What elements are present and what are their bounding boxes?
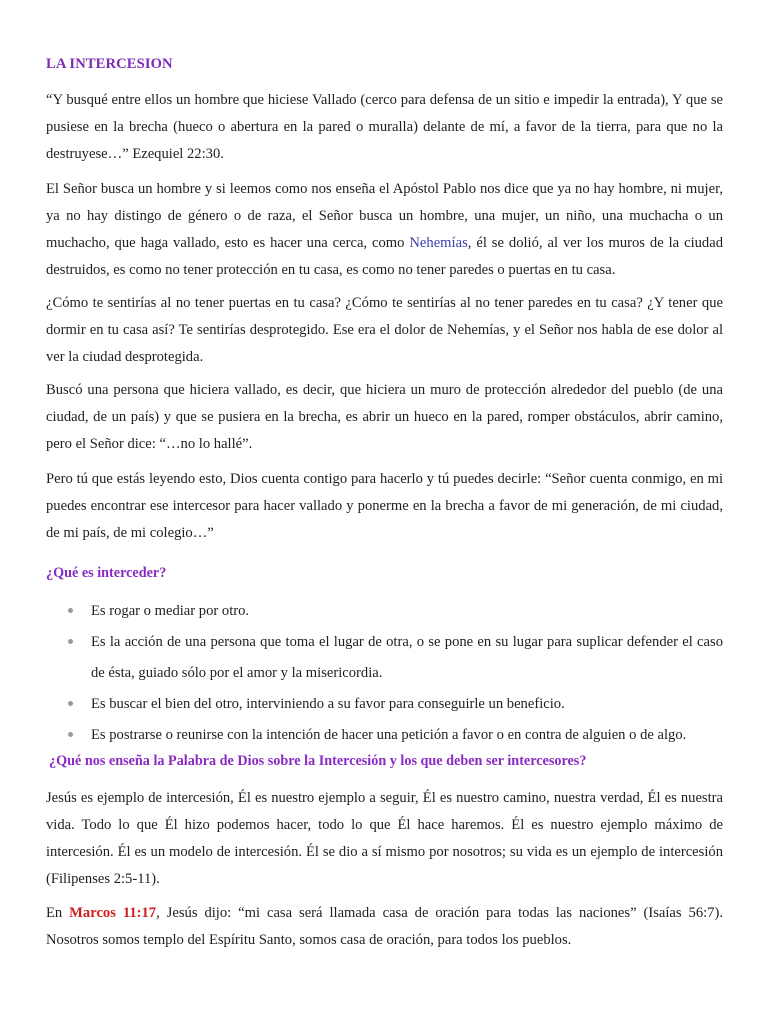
paragraph-busco-una-persona: Buscó una persona que hiciera vallado, es decir, que hiciera un muro de protección alrededor del pueblo (de una ciudad, de un país) y que se pusiera en la brecha, es abrir un hueco en la pared, romper obstáculos, abrir camino, pero el Señor dice: “…no lo hallé”. bbox=[46, 382, 723, 452]
list-item bbox=[46, 689, 723, 720]
paragraph-marcos bbox=[46, 900, 723, 954]
bullet-dot-icon bbox=[68, 732, 73, 737]
list-item-text: Es buscar el bien del otro, interviniendo a su favor para conseguirle un beneficio. bbox=[91, 696, 565, 712]
paragraph-text: , él se dolió, al ver los muros de la ciudad destruidos, es como no tener protección en tu casa, es como no tener paredes o puertas en tu casa. bbox=[46, 235, 723, 278]
document-title: LA INTERCESION bbox=[46, 56, 173, 72]
heading-que-es-interceder: ¿Qué es interceder? bbox=[46, 565, 167, 581]
list-item-text: Es rogar o mediar por otro. bbox=[91, 603, 250, 619]
list-item bbox=[46, 596, 723, 627]
list-item-text: Es la acción de una persona que toma el lugar de otra, o se pone en su lugar para suplicar defender el caso de ésta, guiado sólo por el amor y la misericordia. bbox=[91, 634, 723, 681]
paragraph-pero-tu: Pero tú que estás leyendo esto, Dios cuenta contigo para hacerlo y tú puedes decirle: “Señor cuenta conmigo, en mi puedes encontrar ese intercesor para hacer vallado y ponerme en la brecha a favor de mi generación, de mi ciudad, de mi país, de mi colegio…” bbox=[46, 471, 723, 541]
paragraph-ezequiel-quote: “Y busqué entre ellos un hombre que hiciese Vallado (cerco para defensa de un sitio e impedir la entrada), Y que se pusiese en la brecha (hueco o abertura en la pared o muralla) delante de mí, a favor de la tierra, para que no la destruyese…” Ezequiel 22:30. bbox=[46, 92, 723, 162]
heading-palabra-de-dios: ¿Qué nos enseña la Palabra de Dios sobre la Intercesión y los que deben ser intercesores? bbox=[49, 753, 587, 769]
paragraph-text: En bbox=[46, 905, 70, 921]
list-item bbox=[46, 627, 723, 689]
bullet-dot-icon bbox=[68, 608, 73, 613]
nehemias-link[interactable]: Nehemías bbox=[409, 235, 468, 251]
paragraph-text: El Señor busca un hombre y si leemos como nos enseña el Apóstol Pablo nos dice que ya no hay hombre, ni mujer, ya no hay distingo de género o de raza, el Señor busca un hombre, una mujer, un niño, una muchacha o un muchacho, que haga vallado, esto es hacer una cerca, como bbox=[46, 181, 723, 251]
paragraph-como-te-sentirias: ¿Cómo te sentirías al no tener puertas en tu casa? ¿Cómo te sentirías al no tener paredes en tu casa? ¿Y tener que dormir en tu casa así? Te sentirías desprotegido. Ese era el dolor de Nehemías, y el Señor nos habla de ese dolor al ver la ciudad desprotegida. bbox=[46, 295, 723, 365]
bullet-dot-icon bbox=[68, 639, 73, 644]
paragraph-jesus-ejemplo: Jesús es ejemplo de intercesión, Él es nuestro ejemplo a seguir, Él es nuestro camino, nuestra verdad, Él es nuestra vida. Todo lo que Él hizo podemos hacer, todo lo que Él hace haremos. Él es nuestro ejemplo máximo de intercesión. Él es un modelo de intercesión. Él se dio a sí mismo por nosotros; su vida es un ejemplo de intercesión (Filipenses 2:5-11). bbox=[46, 790, 723, 887]
paragraph-text: , Jesús dijo: “mi casa será llamada casa de oración para todas las naciones” (Isaías 56:7). Nosotros somos templo del Espíritu Santo, somos casa de oración, para todos los pueblos. bbox=[46, 905, 723, 948]
list-item bbox=[46, 720, 723, 751]
marcos-reference-link[interactable]: Marcos 11:17 bbox=[69, 905, 157, 921]
list-item-text: Es postrarse o reunirse con la intención de hacer una petición a favor o en contra de alguien o de algo. bbox=[91, 727, 687, 743]
paragraph-senor-busca bbox=[46, 176, 723, 284]
bullet-dot-icon bbox=[68, 701, 73, 706]
